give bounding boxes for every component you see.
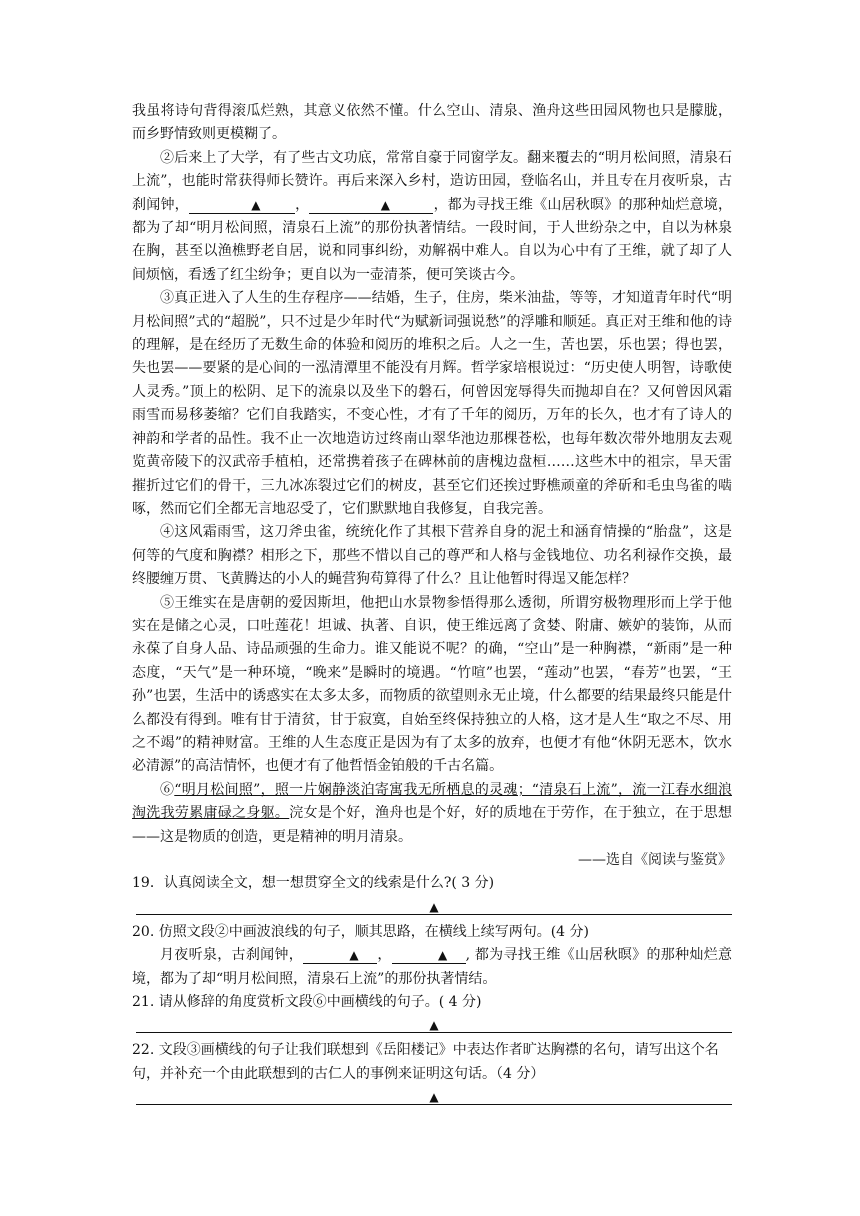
- exam-page: [132, 100, 732, 1111]
- answer-blank-2[interactable]: [309, 197, 433, 214]
- answer-line-22[interactable]: [136, 1086, 732, 1105]
- passage-paragraph-5: ⑤王维实在是唐朝的爱因斯坦，他把山水景物参悟得那么透彻，所谓穷极物理形而上学于他实在是储之心灵，口吐莲花！坦诚、执著、自识，使王维远离了贪婪、附庸、嫉妒的装饰，从而永葆了自身人品、诗品顽强的生命力。谁又能说不呢？的确，“空山”是一种胸襟，“新雨”是一种态度，“天气”是一种环境，“晚来”是瞬时的境遇。“竹喧”也罢，“莲动”也罢，“春芳”也罢，“王孙”也罢，生活中的诱惑实在太多太多，而物质的欲望则永无止境，什么都要的结果最终只能是什么都没有得到。唯有甘于清贫，甘于寂寞，自始至终保持独立的人格，这才是人生“取之不尽、用之不竭”的精神财富。王维的人生态度正是因为有了太多的放弃，也便才有他“休阴无恶木，饮水必清源”的高洁情怀，也便才有了他哲悟金铂般的千古名篇。: [132, 594, 732, 775]
- paragraph-6-underlined-sentence: “明月松间照”，照一片娴静淡泊寄寓我无所栖息的灵魂；“清泉石上流”，流一江春水细浪淘洗我劳累庸碌之身躯。: [132, 781, 732, 822]
- blank-marker: ▲: [429, 1018, 439, 1033]
- answer-blank-20a[interactable]: [303, 947, 377, 964]
- blank-marker: ▲: [429, 1090, 439, 1105]
- paragraph-6-number: ⑥: [160, 781, 175, 798]
- question-21: 21. 请从修辞的角度赏析文段⑥中画横线的句子。( 4 分): [132, 994, 482, 1011]
- answer-line-21[interactable]: [136, 1014, 732, 1033]
- blank-marker: ▲: [380, 197, 390, 212]
- blank-marker: ▲: [438, 948, 448, 963]
- source-citation: ——选自《阅读与鉴赏》: [578, 852, 732, 868]
- passage-paragraph-6: [132, 779, 732, 849]
- question-20-text-a: 月夜听泉，古刹闻钟，: [160, 947, 304, 964]
- answer-line-19[interactable]: [136, 896, 732, 915]
- passage-paragraph-3: ③真正进入了人生的生存程序——结婚，生子，住房，柴米油盐，等等，才知道青年时代“明月松间照”式的“超脱”，只不过是少年时代“为赋新词强说愁”的浮雕和顺延。真正对王维和他的诗的理解，是在经历了无数生命的体验和阅历的堆积之后。人之一生，苦也罢，乐也罢；得也罢，失也罢——要紧的是心间的一泓清潭里不能没有月辉。哲学家培根说过：“历史使人明智，诗歌使人灵秀。”顶上的松阴、足下的流泉以及坐下的磐石，何曾因宠辱得失而抛却自在？又何曾因风霜雨雪而易移萎缩？它们自我踏实，不变心性，才有了千年的阅历，万年的长久，也才有了诗人的神韵和学者的品性。我不止一次地造访过终南山翠华池边那棵苍松，也每年数次带外地朋友去观览黄帝陵下的汉武帝手植柏，还常携着孩子在碑林前的唐槐边盘桓……这些木中的祖宗，旱天雷摧折过它们的骨干，三九冰冻裂过它们的树皮，甚至它们还挨过野樵顽童的斧斫和毛虫鸟雀的啮啄，然而它们全都无言地忍受了，它们默默地自我修复，自我完善。: [132, 290, 732, 517]
- paragraph-6-rest: 浣女是个好，渔舟也是个好，好的质地在于劳作，在于独立，在于思想——这是物质的创造，更是精神的明月清泉。: [132, 805, 733, 845]
- question-20-sep: ，: [377, 947, 392, 964]
- question-20: 20. 仿照文段②中画波浪线的句子，顺其思路，在横线上续写两句。(4 分): [132, 923, 589, 940]
- passage-paragraph-2: ②后来上了大学，有了些古文功底，常常自豪于同窗学友。翻来覆去的“明月松间照，清泉石上流”，也能时常获得师长赞许。再后来深入乡村，造访田园，登临名山，并且专在月夜听泉，古刹闻钟， ▲ ， ▲ ，都为寻找王维《山居秋暝》的那种灿烂意境，都为了却“明月松间照，清泉石上流”的那份执著情结。一段时间，于人世纷杂之中，自以为林泉在胸，甚至以渔樵野老自居，说和同事纠纷，劝解祸中难人。自以为心中有了王维，就了却了人间烦恼，看透了红尘纷争；更自以为一壶清茶，便可笑谈古今。: [132, 149, 733, 283]
- question-19: 19．认真阅读全文，想一想贯穿全文的线索是什么?( 3 分): [132, 875, 495, 892]
- passage-paragraph-4: ④这风霜雨雪，这刀斧虫雀，统统化作了其根下营养自身的泥土和涵育情操的“胎盘”，这是何等的气度和胸襟？相形之下，那些不惜以自己的尊严和人格与金钱地位、功名利禄作交换，最终腰缠万贯、飞黄腾达的小人的蝇营狗苟算得了什么？且让他暂时得逞又能怎样？: [132, 524, 732, 588]
- blank-marker: ▲: [251, 197, 261, 212]
- passage-paragraph-intro: 我虽将诗句背得滚瓜烂熟，其意义依然不懂。什么空山、清泉、渔舟这些田园风物也只是朦胧，而乡野情致则更模糊了。: [132, 103, 732, 143]
- paragraph-2-text-b: ，都为寻找王维《山居秋暝》的那种灿烂意境，都为了却“明月松间照，清泉石上流”的那份执著情结。一段时间，于人世纷杂之中，自以为林泉在胸，甚至以渔樵野老自居，说和同事纠纷，劝解祸中难人。自以为心中有了王维，就了却了人间烦恼，看透了红尘纷争；更自以为一壶清茶，便可笑谈古今。: [132, 196, 733, 283]
- blank-marker: ▲: [349, 948, 359, 963]
- question-20-prompt: [132, 944, 732, 991]
- question-22: 22. 文段③画横线的句子让我们联想到《岳阳楼记》中表达作者旷达胸襟的名句，请写出这个名句，并补充一个由此联想到的古仁人的事例来证明这句话。（4 分）: [132, 1042, 719, 1082]
- question-20-text-b: , 都为寻找王维《山居秋暝》的那种灿烂意境，都为了却“明月松间照，清泉石上流”的那份执著情结。: [132, 947, 732, 987]
- blank-marker: ▲: [429, 899, 439, 914]
- paragraph-2-text-a: ②后来上了大学，有了些古文功底，常常自豪于同窗学友。翻来覆去的“明月松间照，清泉石上流”，也能时常获得师长赞许。再后来深入乡村，造访田园，登临名山，并且专在月夜听泉，古刹闻钟，: [132, 149, 732, 213]
- answer-blank-20b[interactable]: [392, 947, 466, 964]
- answer-blank-1[interactable]: [189, 197, 295, 214]
